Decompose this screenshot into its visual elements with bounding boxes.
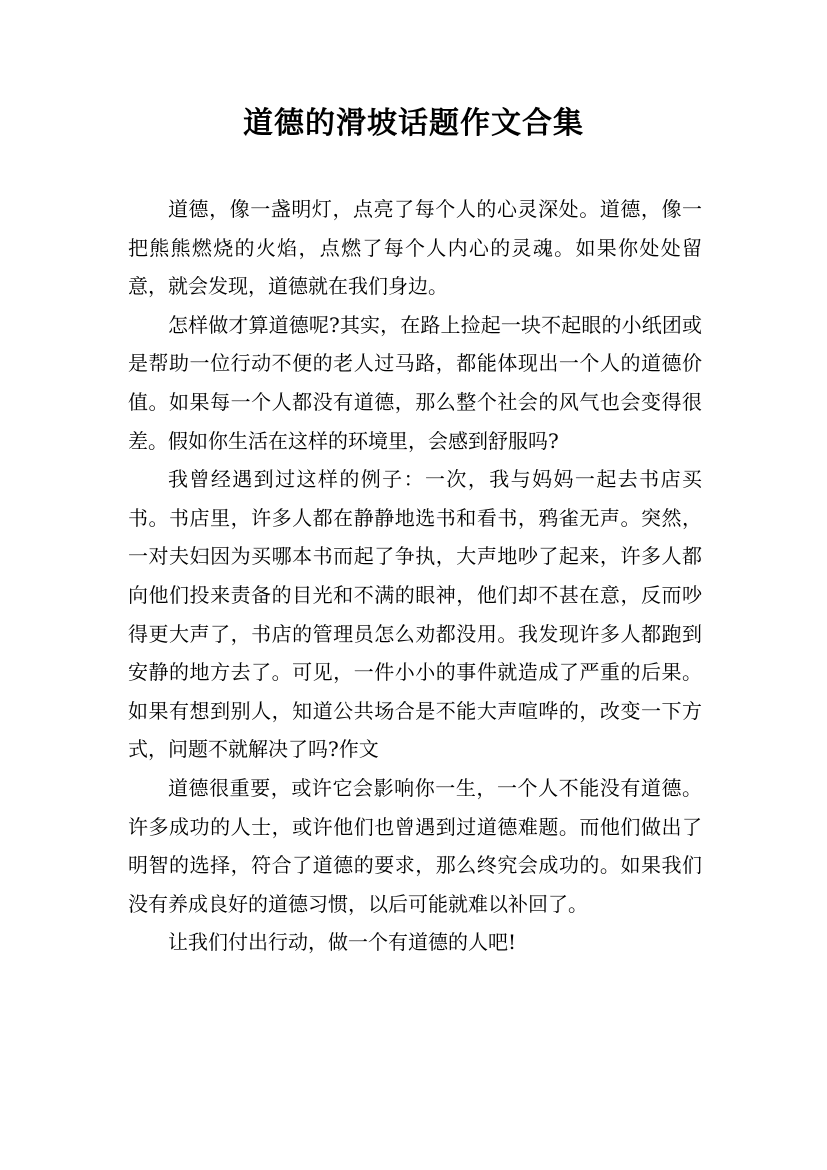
paragraph: 让我们付出行动，做一个有道德的人吧! xyxy=(168,930,517,955)
paragraph: 怎样做才算道德呢?其实，在路上捡起一块不起眼的小纸团或是帮助一位行动不便的老人过马路，都能体现出一个人的道德价值。如果每一个人都没有道德，那么整个社会的风气也会变得很差。假如你生活在这样的环境里，会感到舒服吗? xyxy=(128,312,702,453)
paragraph: 我曾经遇到过这样的例子：一次，我与妈妈一起去书店买书。书店里，许多人都在静静地选书和看书，鸦雀无声。突然，一对夫妇因为买哪本书而起了争执，大声地吵了起来，许多人都向他们投来责备的目光和不满的眼神，他们却不甚在意，反而吵得更大声了，书店的管理员怎么劝都没用。我发现许多人都跑到安静的地方去了。可见，一件小小的事件就造成了严重的后果。如果有想到别人，知道公共场合是不能大声喧哗的，改变一下方式，问题不就解决了吗?作文 xyxy=(128,467,702,762)
paragraph: 道德，像一盏明灯，点亮了每个人的心灵深处。道德，像一把熊熊燃烧的火焰，点燃了每个人内心的灵魂。如果你处处留意，就会发现，道德就在我们身边。 xyxy=(128,197,702,299)
document-title: 道德的滑坡话题作文合集 xyxy=(243,106,584,141)
document-body xyxy=(128,190,702,962)
paragraph: 道德很重要，或许它会影响你一生，一个人不能没有道德。许多成功的人士，或许他们也曾遇到过道德难题。而他们做出了明智的选择，符合了道德的要求，那么终究会成功的。如果我们没有养成良好的道德习惯，以后可能就难以补回了。 xyxy=(128,775,702,916)
